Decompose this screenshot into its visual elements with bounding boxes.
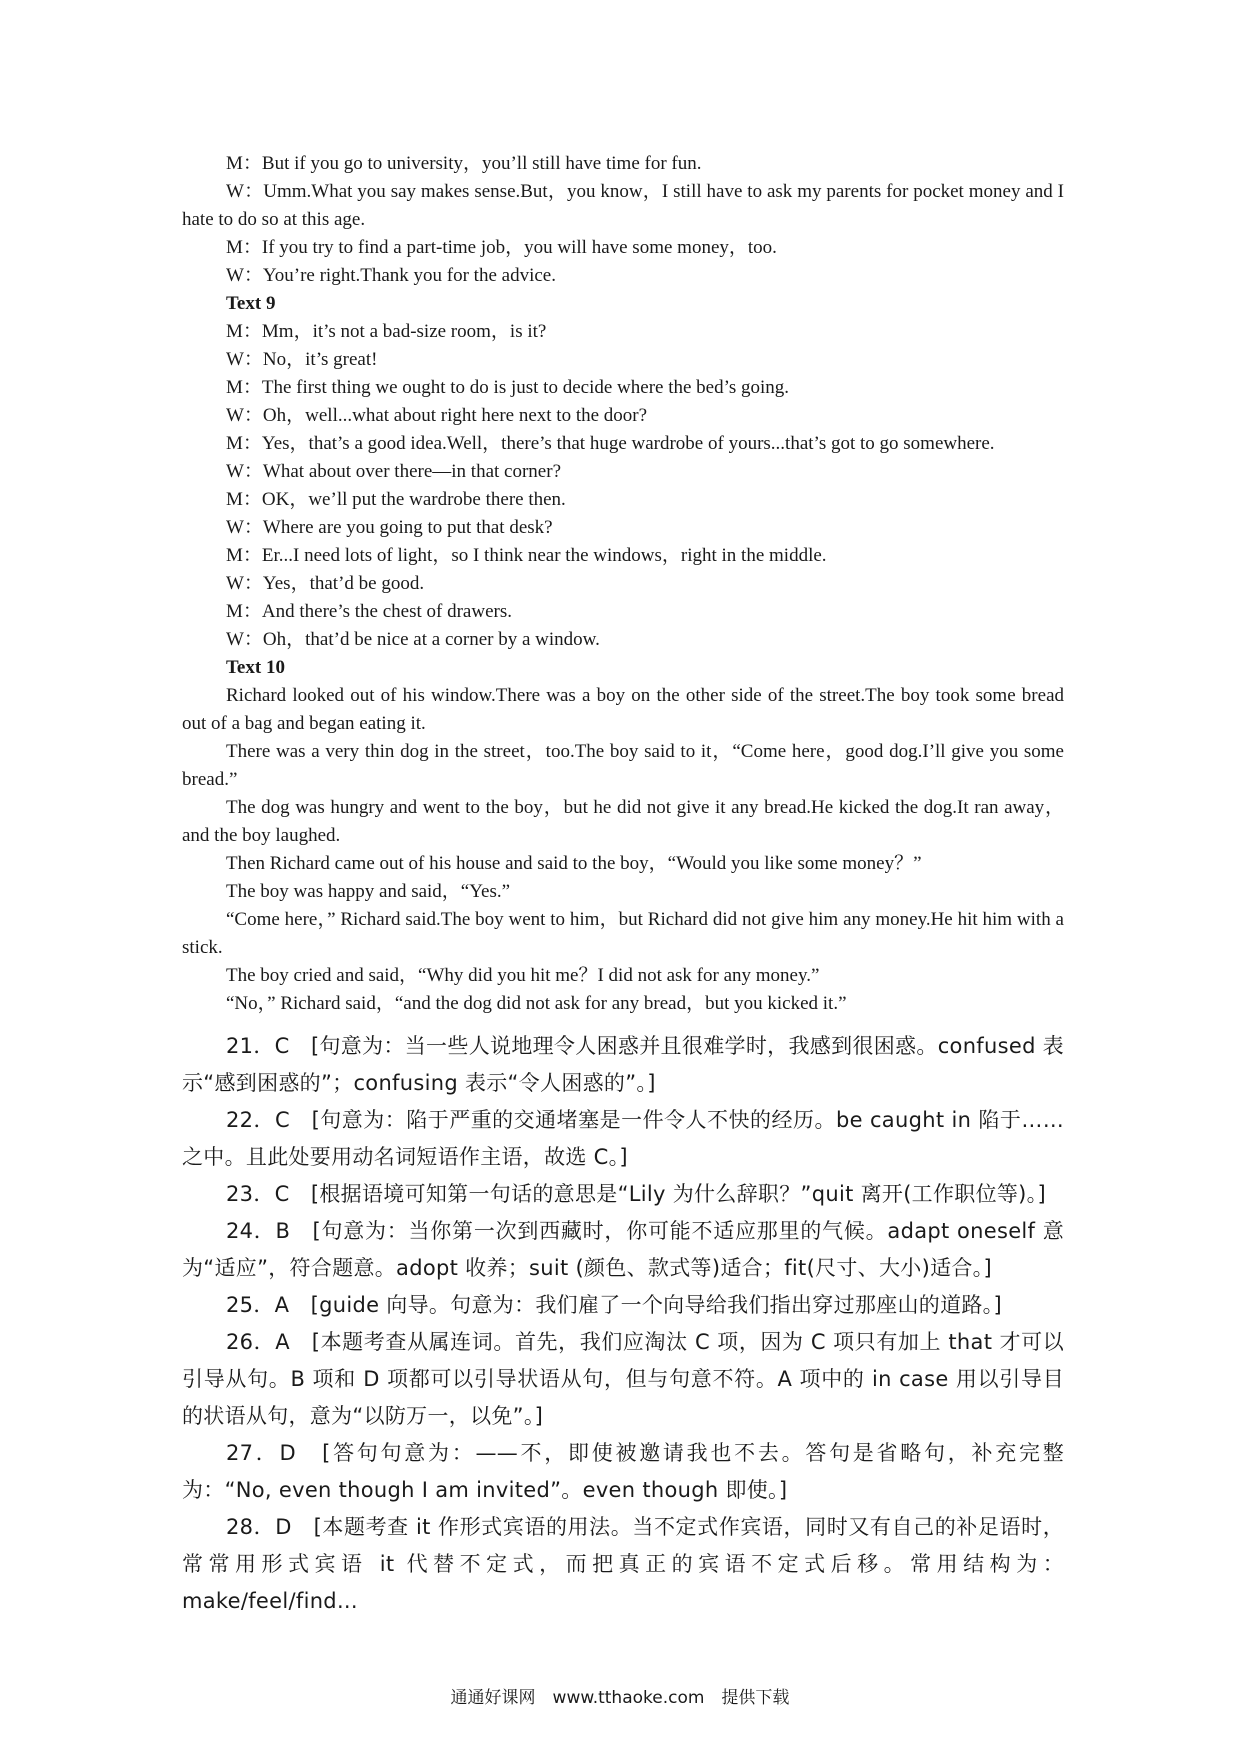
passage-paragraph: There was a very thin dog in the street，too.The boy said to it，“Come here，good dog.I’ll give you some bread.” bbox=[182, 741, 1064, 790]
answer-key-section bbox=[182, 1028, 1064, 1620]
dialogue-line: M：OK，we’ll put the wardrobe there then. bbox=[226, 489, 566, 510]
answer-item: 22．C [句意为：陷于严重的交通堵塞是一件令人不快的经历。be caught in 陷于……之中。且此处要用动名词短语作主语，故选 C。] bbox=[182, 1108, 1064, 1169]
text10-section bbox=[182, 654, 1064, 1018]
answer-item: 23．C [根据语境可知第一句话的意思是“Lily 为什么辞职？”quit 离开(工作职位等)。] bbox=[226, 1182, 1046, 1206]
answer-item: 25．A [guide 向导。句意为：我们雇了一个向导给我们指出穿过那座山的道路。] bbox=[226, 1293, 1002, 1317]
dialogue-line: M：But if you go to university，you’ll still have time for fun. bbox=[226, 153, 702, 174]
dialogue-line: W：Where are you going to put that desk? bbox=[226, 517, 553, 538]
dialogue-line: M：The first thing we ought to do is just to decide where the bed’s going. bbox=[226, 377, 790, 398]
text9-heading: Text 9 bbox=[226, 293, 276, 314]
answer-item: 21．C [句意为：当一些人说地理令人困惑并且很难学时，我感到很困惑。confused 表示“感到困惑的”；confusing 表示“令人困惑的”。] bbox=[182, 1034, 1064, 1095]
dialogue-line: M：Yes，that’s a good idea.Well，there’s that huge wardrobe of yours...that’s got to go somewhere. bbox=[226, 433, 995, 454]
passage-paragraph: “Come here，” Richard said.The boy went to him，but Richard did not give him any money.He hit him with a stick. bbox=[182, 909, 1064, 958]
text10-heading: Text 10 bbox=[226, 657, 285, 678]
passage-paragraph: The boy was happy and said，“Yes.” bbox=[226, 881, 511, 902]
dialogue-line: M：And there’s the chest of drawers. bbox=[226, 601, 512, 622]
page-footer: 通通好课网 www.tthaoke.com 提供下载 bbox=[450, 1688, 790, 1708]
answer-item: 28．D [本题考查 it 作形式宾语的用法。当不定式作宾语，同时又有自己的补足语时，常常用形式宾语 it 代替不定式，而把真正的宾语不定式后移。常用结构为：make/feel/find... bbox=[182, 1515, 1064, 1613]
dialogue-line: M：If you try to find a part-time job，you will have some money，too. bbox=[226, 237, 777, 258]
dialogue-continuation bbox=[182, 150, 1064, 290]
passage-paragraph: Richard looked out of his window.There was a boy on the other side of the street.The boy took some bread out of a bag and began eating it. bbox=[182, 685, 1064, 734]
passage-paragraph: “No，” Richard said，“and the dog did not ask for any bread，but you kicked it.” bbox=[226, 993, 847, 1014]
dialogue-line: M：Er...I need lots of light，so I think near the windows，right in the middle. bbox=[226, 545, 827, 566]
dialogue-line: W：No，it’s great! bbox=[226, 349, 378, 370]
dialogue-line: W：Umm.What you say makes sense.But，you know，I still have to ask my parents for pocket money and I hate to do so at this age. bbox=[182, 181, 1064, 230]
answer-item: 26．A [本题考查从属连词。首先，我们应淘汰 C 项，因为 C 项只有加上 that 才可以引导从句。B 项和 D 项都可以引导状语从句，但与句意不符。A 项中的 in case 用以引导目的状语从句，意为“以防万一，以免”。] bbox=[182, 1330, 1064, 1428]
dialogue-line: W：Oh，well...what about right here next to the door? bbox=[226, 405, 648, 426]
dialogue-line: W：What about over there—in that corner? bbox=[226, 461, 561, 482]
passage-paragraph: Then Richard came out of his house and said to the boy，“Would you like some money？” bbox=[226, 853, 922, 874]
dialogue-line: M：Mm，it’s not a bad-size room，is it? bbox=[226, 321, 547, 342]
passage-paragraph: The dog was hungry and went to the boy，but he did not give it any bread.He kicked the dog.It ran away，and the boy laughed. bbox=[182, 797, 1064, 846]
page-content bbox=[182, 150, 1064, 1620]
dialogue-line: W：You’re right.Thank you for the advice. bbox=[226, 265, 556, 286]
dialogue-line: W：Oh，that’d be nice at a corner by a window. bbox=[226, 629, 600, 650]
answer-item: 27．D [答句句意为：——不，即使被邀请我也不去。答句是省略句，补充完整为：“No, even though I am invited”。even though 即使。] bbox=[182, 1441, 1064, 1502]
dialogue-line: W：Yes，that’d be good. bbox=[226, 573, 425, 594]
text9-section bbox=[182, 290, 1064, 654]
passage-paragraph: The boy cried and said，“Why did you hit me？I did not ask for any money.” bbox=[226, 965, 820, 986]
answer-item: 24．B [句意为：当你第一次到西藏时，你可能不适应那里的气候。adapt oneself 意为“适应”，符合题意。adopt 收养；suit (颜色、款式等)适合；fit(尺寸、大小)适合。] bbox=[182, 1219, 1064, 1280]
